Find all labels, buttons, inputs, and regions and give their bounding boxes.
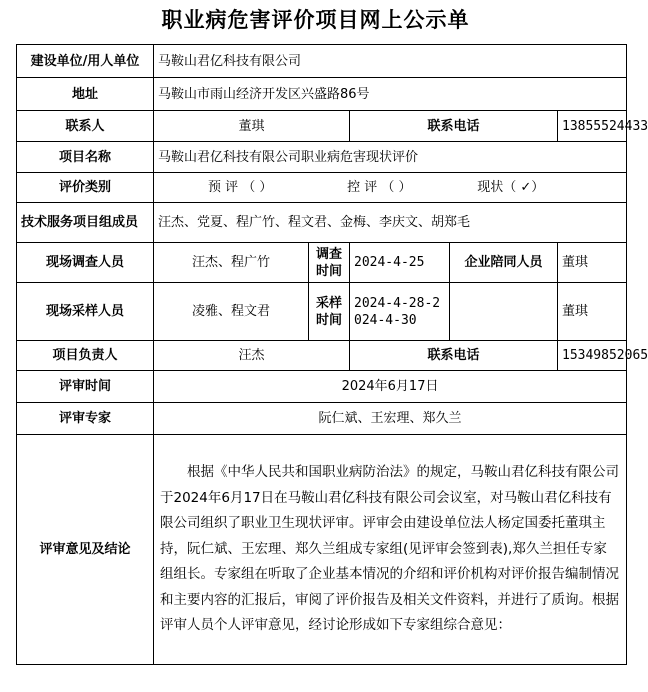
eval-type-control: 控 评 （ ） <box>347 180 412 195</box>
row-review-time <box>17 371 627 403</box>
eval-type-label: 评价类别 <box>17 173 154 203</box>
sampling-time-label: 采样时间 <box>309 283 350 341</box>
opinion-cell <box>154 435 627 665</box>
sampling-escort-empty <box>450 283 558 341</box>
row-contact <box>17 111 627 142</box>
disclosure-form-table <box>16 44 648 665</box>
opinion-label: 评审意见及结论 <box>17 435 154 665</box>
contact-phone-label: 联系电话 <box>350 111 558 142</box>
leader-phone-label: 联系电话 <box>350 341 558 371</box>
eval-type-pre: 预 评 （ ） <box>208 180 273 195</box>
sampling-value: 凌雅、程文君 <box>154 283 309 341</box>
row-project-name <box>17 142 627 173</box>
review-time-value: 2024年6月17日 <box>154 371 627 403</box>
builder-value: 马鞍山君亿科技有限公司 <box>154 45 627 78</box>
contact-value: 董琪 <box>154 111 350 142</box>
opinion-text: 根据《中华人民共和国职业病防治法》的规定，马鞍山君亿科技有限公司于2024年6月17日在马鞍山君亿科技有限公司会议室，对马鞍山君亿科技有限公司组织了职业卫生现状评审。评审会由建设单位法人杨定国委托董琪主持，阮仁斌、王宏理、郑久兰组成专家组(见评审会签到表),郑久兰担任专家组组长。专家组在听取了企业基本情况的介绍和评价机构对评价报告编制情况和主要内容的汇报后，审阅了评价报告及相关文件资料，并进行了质询。根据评审人员个人评审意见，经讨论形成如下专家组综合意见： <box>160 464 619 634</box>
tech-team-label: 技术服务项目组成员 <box>17 203 154 243</box>
sampling-time: 2024-4-28-2024-4-30 <box>350 283 450 341</box>
sampling-escort: 董琪 <box>558 283 627 341</box>
leader-label: 项目负责人 <box>17 341 154 371</box>
eval-type-status: 现状（ ✓） <box>477 180 545 195</box>
experts-value: 阮仁斌、王宏理、郑久兰 <box>154 403 627 435</box>
row-survey <box>17 243 627 283</box>
row-experts <box>17 403 627 435</box>
leader-phone: 15349852065 <box>558 341 627 371</box>
project-name-label: 项目名称 <box>17 142 154 173</box>
contact-label: 联系人 <box>17 111 154 142</box>
survey-label: 现场调查人员 <box>17 243 154 283</box>
project-name-value: 马鞍山君亿科技有限公司职业病危害现状评价 <box>154 142 627 173</box>
review-time-label: 评审时间 <box>17 371 154 403</box>
tech-team-value: 汪杰、党夏、程广竹、程文君、金梅、李庆文、胡郑毛 <box>154 203 627 243</box>
leader-value: 汪杰 <box>154 341 350 371</box>
survey-escort: 董琪 <box>558 243 627 283</box>
row-leader <box>17 341 627 371</box>
escort-label: 企业陪同人员 <box>450 243 558 283</box>
row-builder <box>17 45 627 78</box>
row-tech-team <box>17 203 627 243</box>
survey-time: 2024-4-25 <box>350 243 450 283</box>
row-eval-type <box>17 173 627 203</box>
survey-value: 汪杰、程广竹 <box>154 243 309 283</box>
builder-label: 建设单位/用人单位 <box>17 45 154 78</box>
address-label: 地址 <box>17 78 154 111</box>
address-value: 马鞍山市雨山经济开发区兴盛路86号 <box>154 78 627 111</box>
eval-type-options <box>154 173 627 203</box>
sampling-label: 现场采样人员 <box>17 283 154 341</box>
row-opinion <box>17 435 627 665</box>
survey-time-label: 调查时间 <box>309 243 350 283</box>
row-sampling <box>17 283 627 341</box>
page-title: 职业病危害评价项目网上公示单 <box>161 8 470 32</box>
row-address <box>17 78 627 111</box>
contact-phone: 13855524433 <box>558 111 627 142</box>
experts-label: 评审专家 <box>17 403 154 435</box>
